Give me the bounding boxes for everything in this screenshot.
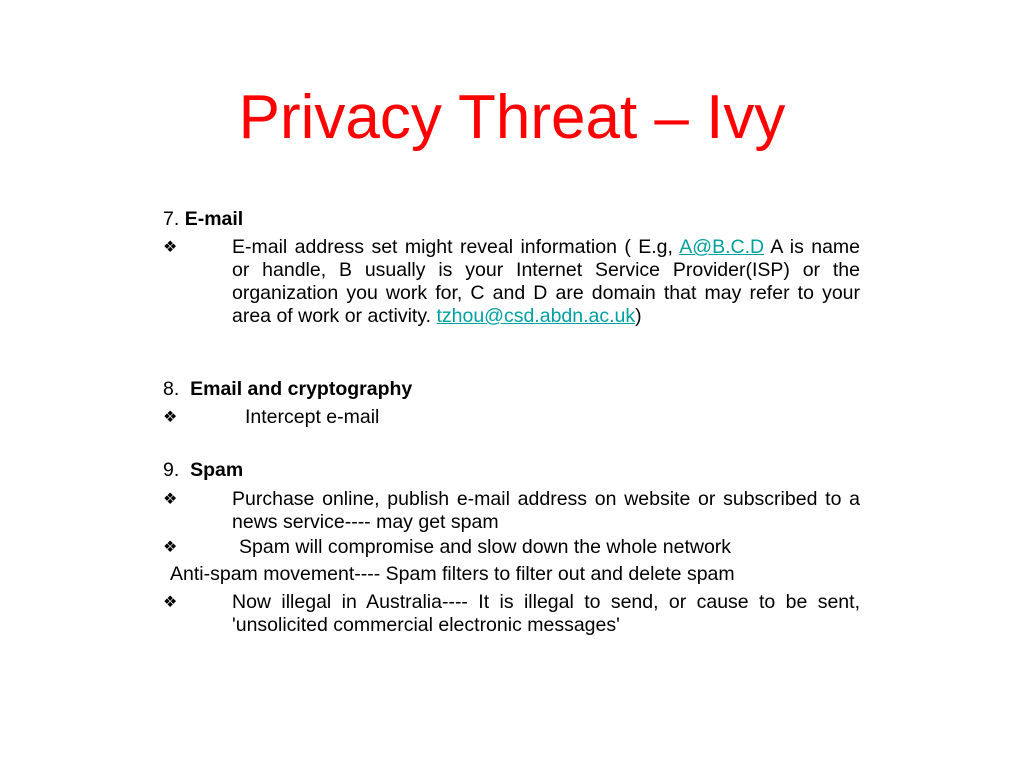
bullet-purchase-online	[163, 488, 860, 534]
bullet-spam-compromise	[163, 536, 860, 559]
bullet-email-address	[163, 236, 860, 328]
anti-spam-line: Anti-spam movement---- Spam filters to filter out and delete spam	[170, 563, 735, 585]
section-number: 8.	[163, 378, 180, 400]
bullet-text: Intercept e-mail	[245, 406, 380, 428]
bullet-intercept	[163, 406, 860, 429]
bullet-text: E-mail address set might reveal information ( E.g, A@B.C.D A is name or handle, B usually is your Internet Service Provider(ISP) or the organization you work for, C and D are domain that may refer to your area of work or activity. tzhou@csd.abdn.ac.uk)	[232, 236, 861, 327]
diamond-bullet-icon: ❖	[163, 239, 178, 256]
diamond-bullet-icon: ❖	[163, 539, 178, 556]
section-title: Spam	[190, 459, 244, 481]
email-address-link[interactable]: tzhou@csd.abdn.ac.uk	[436, 305, 636, 327]
section-title: Email and cryptography	[190, 378, 413, 400]
diamond-bullet-icon: ❖	[163, 409, 178, 426]
diamond-bullet-icon: ❖	[163, 491, 178, 508]
email-example-link[interactable]: A@B.C.D	[679, 236, 765, 258]
section-heading-spam	[163, 459, 243, 482]
bullet-illegal-australia	[163, 591, 860, 637]
section-title: E-mail	[184, 208, 244, 230]
bullet-text: Purchase online, publish e-mail address on website or subscribed to a news service---- may get spam	[232, 488, 860, 533]
section-number: 7.	[163, 208, 180, 230]
bullet-text: Spam will compromise and slow down the whole network	[239, 536, 732, 558]
diamond-bullet-icon: ❖	[163, 594, 178, 611]
section-number: 9.	[163, 459, 180, 481]
section-heading-crypto	[163, 378, 412, 401]
section-heading-email	[163, 208, 243, 231]
bullet-text: Now illegal in Australia---- It is illegal to send, or cause to be sent, 'unsolicited commercial electronic messages'	[232, 591, 860, 636]
slide-title: Privacy Threat – Ivy	[238, 83, 786, 152]
